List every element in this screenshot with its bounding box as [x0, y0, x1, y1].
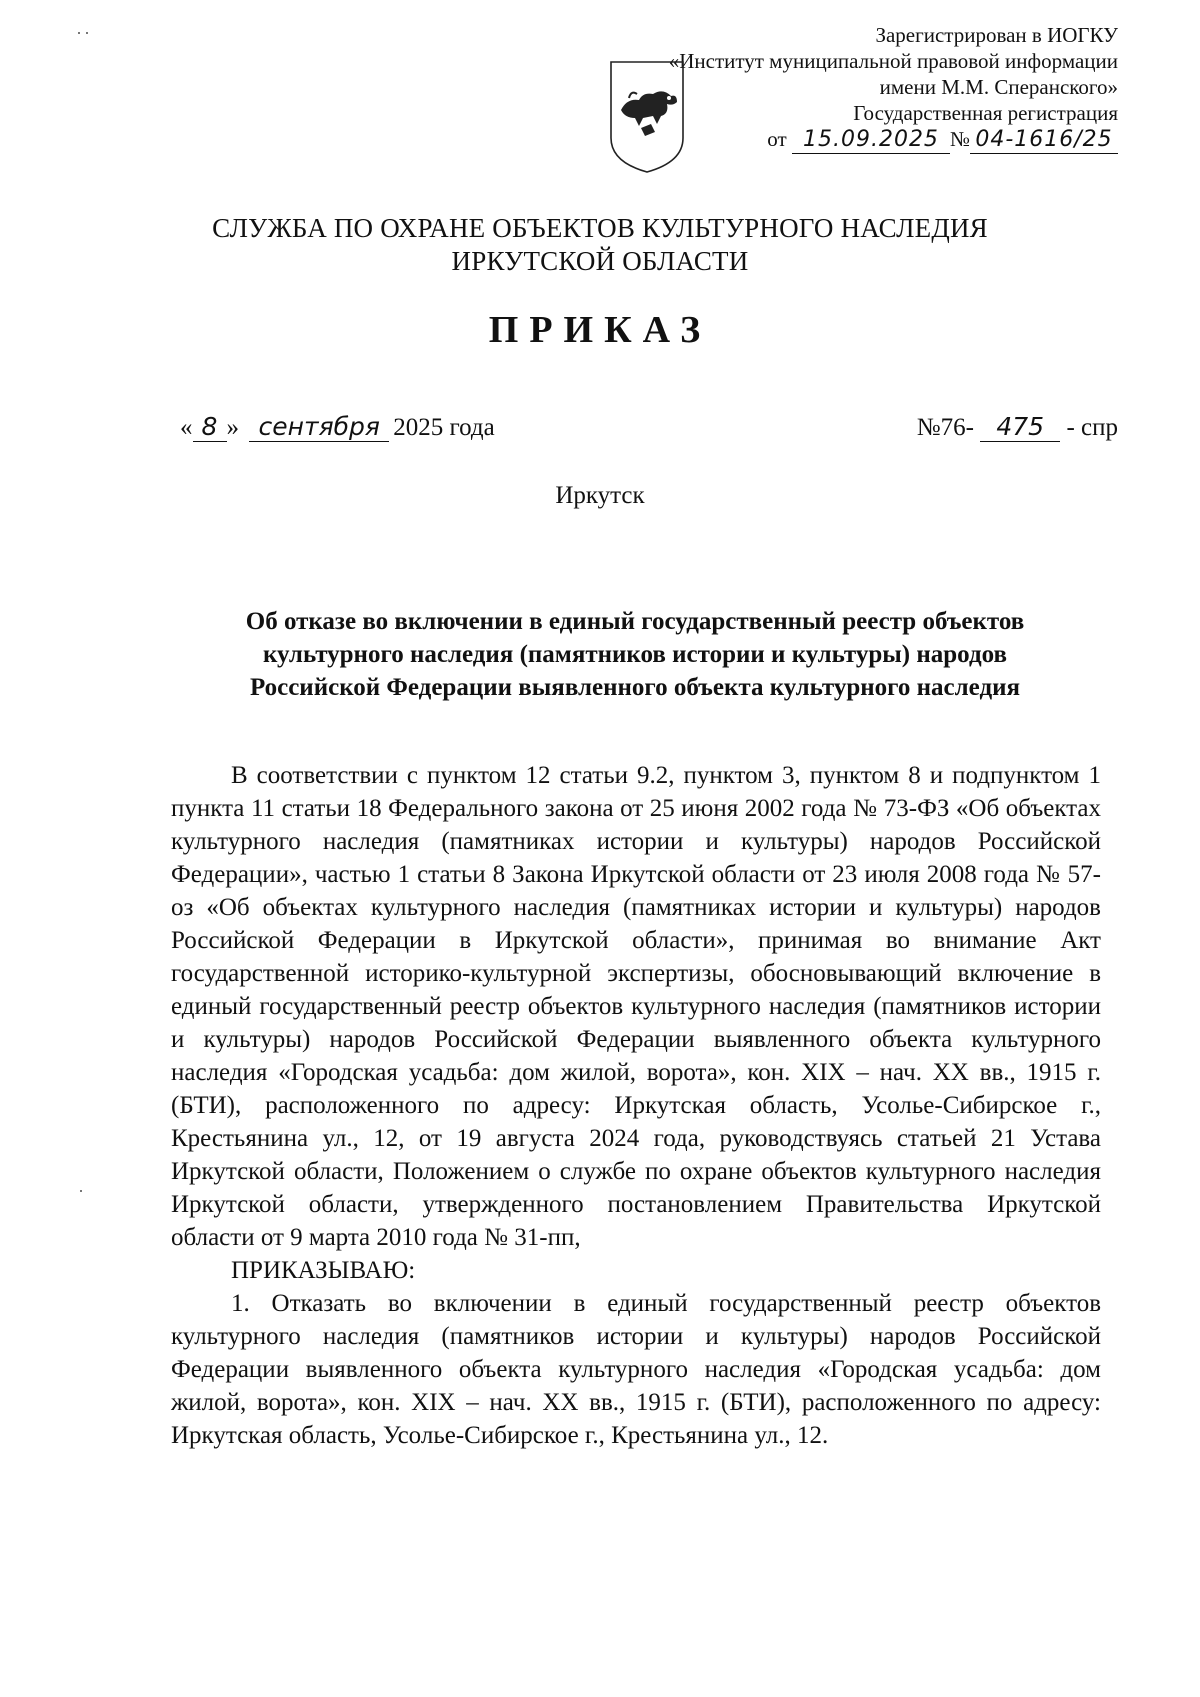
- registration-number: 04-1616/25: [970, 127, 1118, 154]
- scan-speck: [86, 32, 88, 34]
- scan-speck: [80, 1190, 82, 1192]
- order-directive: ПРИКАЗЫВАЮ:: [231, 1257, 416, 1284]
- registration-line-2: «Институт муниципальной правовой информации: [668, 49, 1118, 73]
- registration-line-3: имени М.М. Сперанского»: [879, 75, 1118, 99]
- organization-line-2: ИРКУТСКОЙ ОБЛАСТИ: [451, 246, 749, 276]
- subject-line-1: Об отказе во включении в единый государственный реестр объектов: [245, 608, 1025, 635]
- organization-line-1: СЛУЖБА ПО ОХРАНЕ ОБЪЕКТОВ КУЛЬТУРНОГО НАСЛЕДИЯ: [212, 213, 988, 243]
- subject-line-3: Российской Федерации выявленного объекта культурного наследия: [249, 674, 1021, 701]
- order-subject: [170, 605, 1100, 704]
- registration-line-4: Государственная регистрация: [853, 101, 1118, 125]
- registration-number-prefix: №: [949, 127, 970, 151]
- order-year: 2025 года: [393, 414, 495, 441]
- order-number-value: 475: [980, 412, 1060, 442]
- order-day: 8: [193, 412, 227, 442]
- registration-date-line: [767, 126, 1118, 154]
- order-number: [917, 412, 1118, 442]
- irkutsk-coat-of-arms-icon: [607, 58, 687, 176]
- registration-date: 15.09.2025: [792, 127, 950, 154]
- date-open-quote: «: [180, 414, 193, 441]
- subject-line-2: культурного наследия (памятников истории и культуры) народов: [262, 641, 1007, 668]
- date-close-quote: »: [226, 414, 239, 441]
- preamble-paragraph: В соответствии с пунктом 12 статьи 9.2, пунктом 3, пунктом 8 и подпунктом 1 пункта 11 статьи 18 Федерального закона от 25 июня 2002 года № 73-ФЗ «Об объектах культурного наследия (памятниках истории и культуры) народов Российской Федерации», частью 1 статьи 8 Закона Иркутской области от 23 июля 2008 года № 57-оз «Об объектах культурного наследия (памятниках истории и культуры) народов Российской Федерации в Иркутской области», принимая во внимание Акт государственной историко-культурной экспертизы, обосновывающий включение в единый государственный реестр объектов культурного наследия (памятников истории и культуры) народов Российской Федерации выявленного объекта культурного наследия «Городская усадьба: дом жилой, ворота», кон. XIX – нач. XX вв., 1915 г. (БТИ), расположенного по адресу: Иркутская область, Усолье-Сибирское г., Крестьянина ул., 12, от 19 августа 2024 года, руководствуясь статьей 21 Устава Иркутской области, Положением о службе по охране объектов культурного наследия Иркутской области, утвержденного постановлением Правительства Иркутской области от 9 марта 2010 года № 31-пп,: [171, 762, 1101, 1251]
- organization-name: [0, 212, 1200, 278]
- order-month: сентября: [249, 412, 389, 442]
- city: Иркутск: [555, 482, 645, 509]
- order-number-prefix: №76-: [916, 414, 974, 441]
- order-date: [180, 412, 495, 442]
- order-body: [171, 759, 1101, 1452]
- document-title: ПРИКАЗ: [488, 309, 712, 351]
- scan-speck: [78, 32, 80, 34]
- registration-date-prefix: от: [767, 127, 787, 151]
- order-number-suffix: - спр: [1066, 414, 1118, 441]
- registration-line-1: Зарегистрирован в ИОГКУ: [875, 23, 1118, 47]
- order-item-1: 1. Отказать во включении в единый государственный реестр объектов культурного наследия (памятников истории и культуры) народов Российской Федерации выявленного объекта культурного наследия «Городская усадьба: дом жилой, ворота», кон. XIX – нач. XX вв., 1915 г. (БТИ), расположенного по адресу: Иркутская область, Усолье-Сибирское г., Крестьянина ул., 12.: [171, 1290, 1101, 1449]
